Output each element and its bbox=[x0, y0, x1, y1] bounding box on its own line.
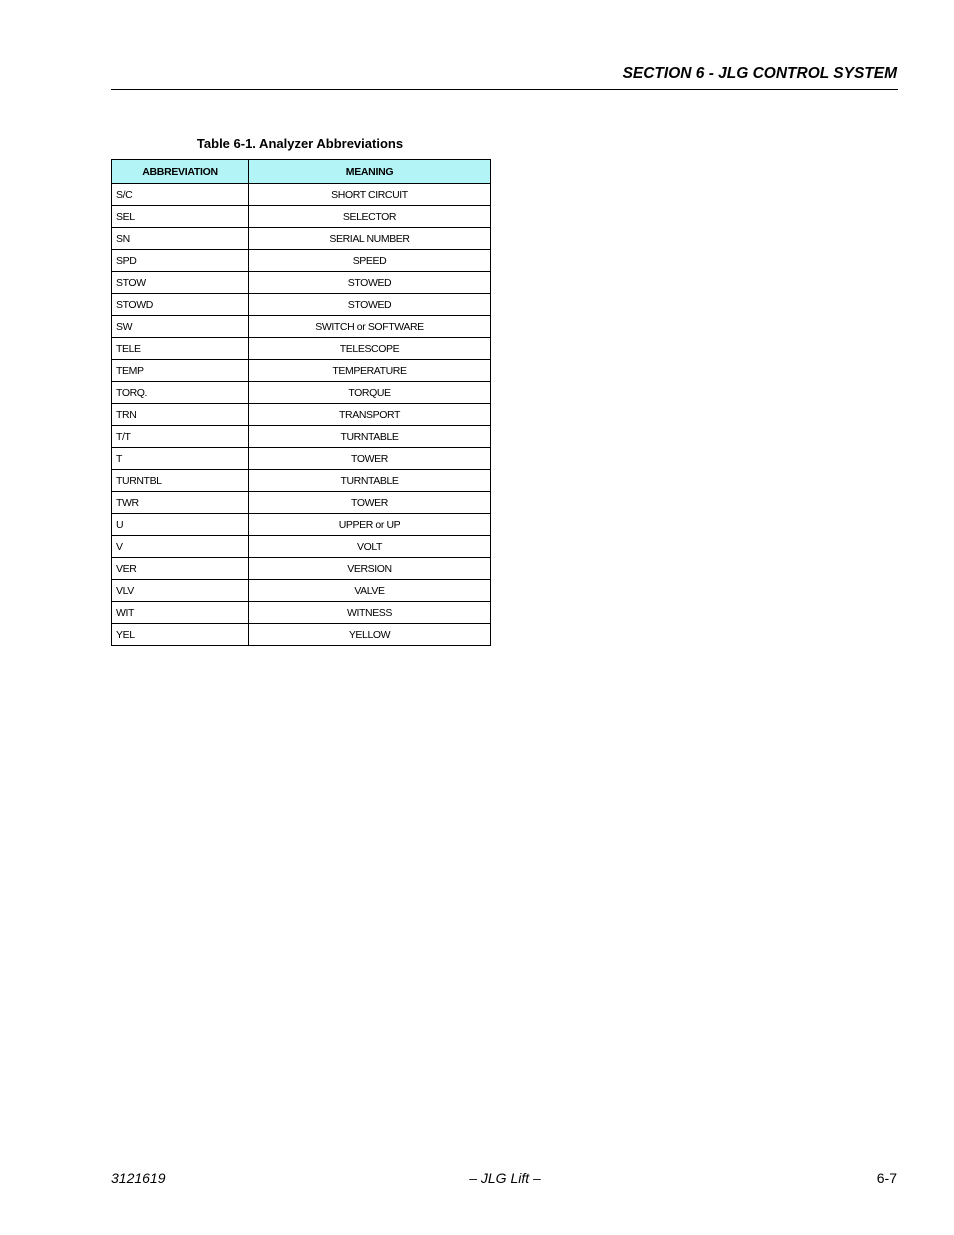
table-row bbox=[112, 426, 491, 448]
abbreviation-cell: STOW bbox=[112, 272, 249, 294]
table-row bbox=[112, 404, 491, 426]
table-row bbox=[112, 184, 491, 206]
abbreviation-cell: TEMP bbox=[112, 360, 249, 382]
table-row bbox=[112, 624, 491, 646]
table-row bbox=[112, 580, 491, 602]
table-row bbox=[112, 294, 491, 316]
meaning-cell: UPPER or UP bbox=[249, 514, 491, 536]
meaning-cell: SHORT CIRCUIT bbox=[249, 184, 491, 206]
meaning-cell: YELLOW bbox=[249, 624, 491, 646]
section-title: SECTION 6 - JLG CONTROL SYSTEM bbox=[622, 65, 897, 82]
abbreviation-cell: T/T bbox=[112, 426, 249, 448]
abbreviation-cell: V bbox=[112, 536, 249, 558]
table-body bbox=[112, 184, 491, 646]
table-caption: Table 6-1. Analyzer Abbreviations bbox=[196, 136, 404, 151]
abbreviation-cell: VER bbox=[112, 558, 249, 580]
table-row bbox=[112, 360, 491, 382]
abbreviation-cell: U bbox=[112, 514, 249, 536]
page-number: 6-7 bbox=[876, 1170, 897, 1186]
table-row bbox=[112, 514, 491, 536]
meaning-cell: SERIAL NUMBER bbox=[249, 228, 491, 250]
abbreviation-cell: YEL bbox=[112, 624, 249, 646]
table-row bbox=[112, 228, 491, 250]
meaning-cell: TORQUE bbox=[249, 382, 491, 404]
table-row bbox=[112, 316, 491, 338]
abbreviation-cell: TRN bbox=[112, 404, 249, 426]
table-row bbox=[112, 470, 491, 492]
table-row bbox=[112, 558, 491, 580]
abbreviation-cell: SPD bbox=[112, 250, 249, 272]
abbreviations-table bbox=[111, 159, 491, 646]
abbreviation-cell: SEL bbox=[112, 206, 249, 228]
meaning-cell: TURNTABLE bbox=[249, 470, 491, 492]
table-row bbox=[112, 272, 491, 294]
table-row bbox=[112, 536, 491, 558]
abbreviation-cell: T bbox=[112, 448, 249, 470]
meaning-cell: STOWED bbox=[249, 272, 491, 294]
footer-title: – JLG Lift – bbox=[469, 1170, 541, 1186]
table-row bbox=[112, 602, 491, 624]
abbreviation-cell: SN bbox=[112, 228, 249, 250]
meaning-cell: TURNTABLE bbox=[249, 426, 491, 448]
abbreviation-cell: STOWD bbox=[112, 294, 249, 316]
meaning-cell: TEMPERATURE bbox=[249, 360, 491, 382]
table-row bbox=[112, 448, 491, 470]
table-row bbox=[112, 206, 491, 228]
meaning-cell: STOWED bbox=[249, 294, 491, 316]
abbreviation-cell: TORQ. bbox=[112, 382, 249, 404]
meaning-cell: VERSION bbox=[249, 558, 491, 580]
meaning-cell: VOLT bbox=[249, 536, 491, 558]
abbreviation-cell: WIT bbox=[112, 602, 249, 624]
abbreviation-cell: S/C bbox=[112, 184, 249, 206]
meaning-cell: SELECTOR bbox=[249, 206, 491, 228]
table-row bbox=[112, 382, 491, 404]
table-header-row bbox=[112, 160, 491, 184]
column-header-abbreviation: ABBREVIATION bbox=[112, 160, 249, 184]
abbreviation-cell: TWR bbox=[112, 492, 249, 514]
meaning-cell: WITNESS bbox=[249, 602, 491, 624]
table-row bbox=[112, 492, 491, 514]
abbreviation-cell: SW bbox=[112, 316, 249, 338]
meaning-cell: TOWER bbox=[249, 448, 491, 470]
abbreviation-cell: VLV bbox=[112, 580, 249, 602]
meaning-cell: SWITCH or SOFTWARE bbox=[249, 316, 491, 338]
header-divider bbox=[111, 89, 898, 90]
table-row bbox=[112, 250, 491, 272]
meaning-cell: TELESCOPE bbox=[249, 338, 491, 360]
meaning-cell: VALVE bbox=[249, 580, 491, 602]
meaning-cell: TRANSPORT bbox=[249, 404, 491, 426]
document-number: 3121619 bbox=[111, 1170, 166, 1186]
meaning-cell: TOWER bbox=[249, 492, 491, 514]
column-header-meaning: MEANING bbox=[249, 160, 491, 184]
table-row bbox=[112, 338, 491, 360]
abbreviation-cell: TELE bbox=[112, 338, 249, 360]
abbreviation-cell: TURNTBL bbox=[112, 470, 249, 492]
meaning-cell: SPEED bbox=[249, 250, 491, 272]
